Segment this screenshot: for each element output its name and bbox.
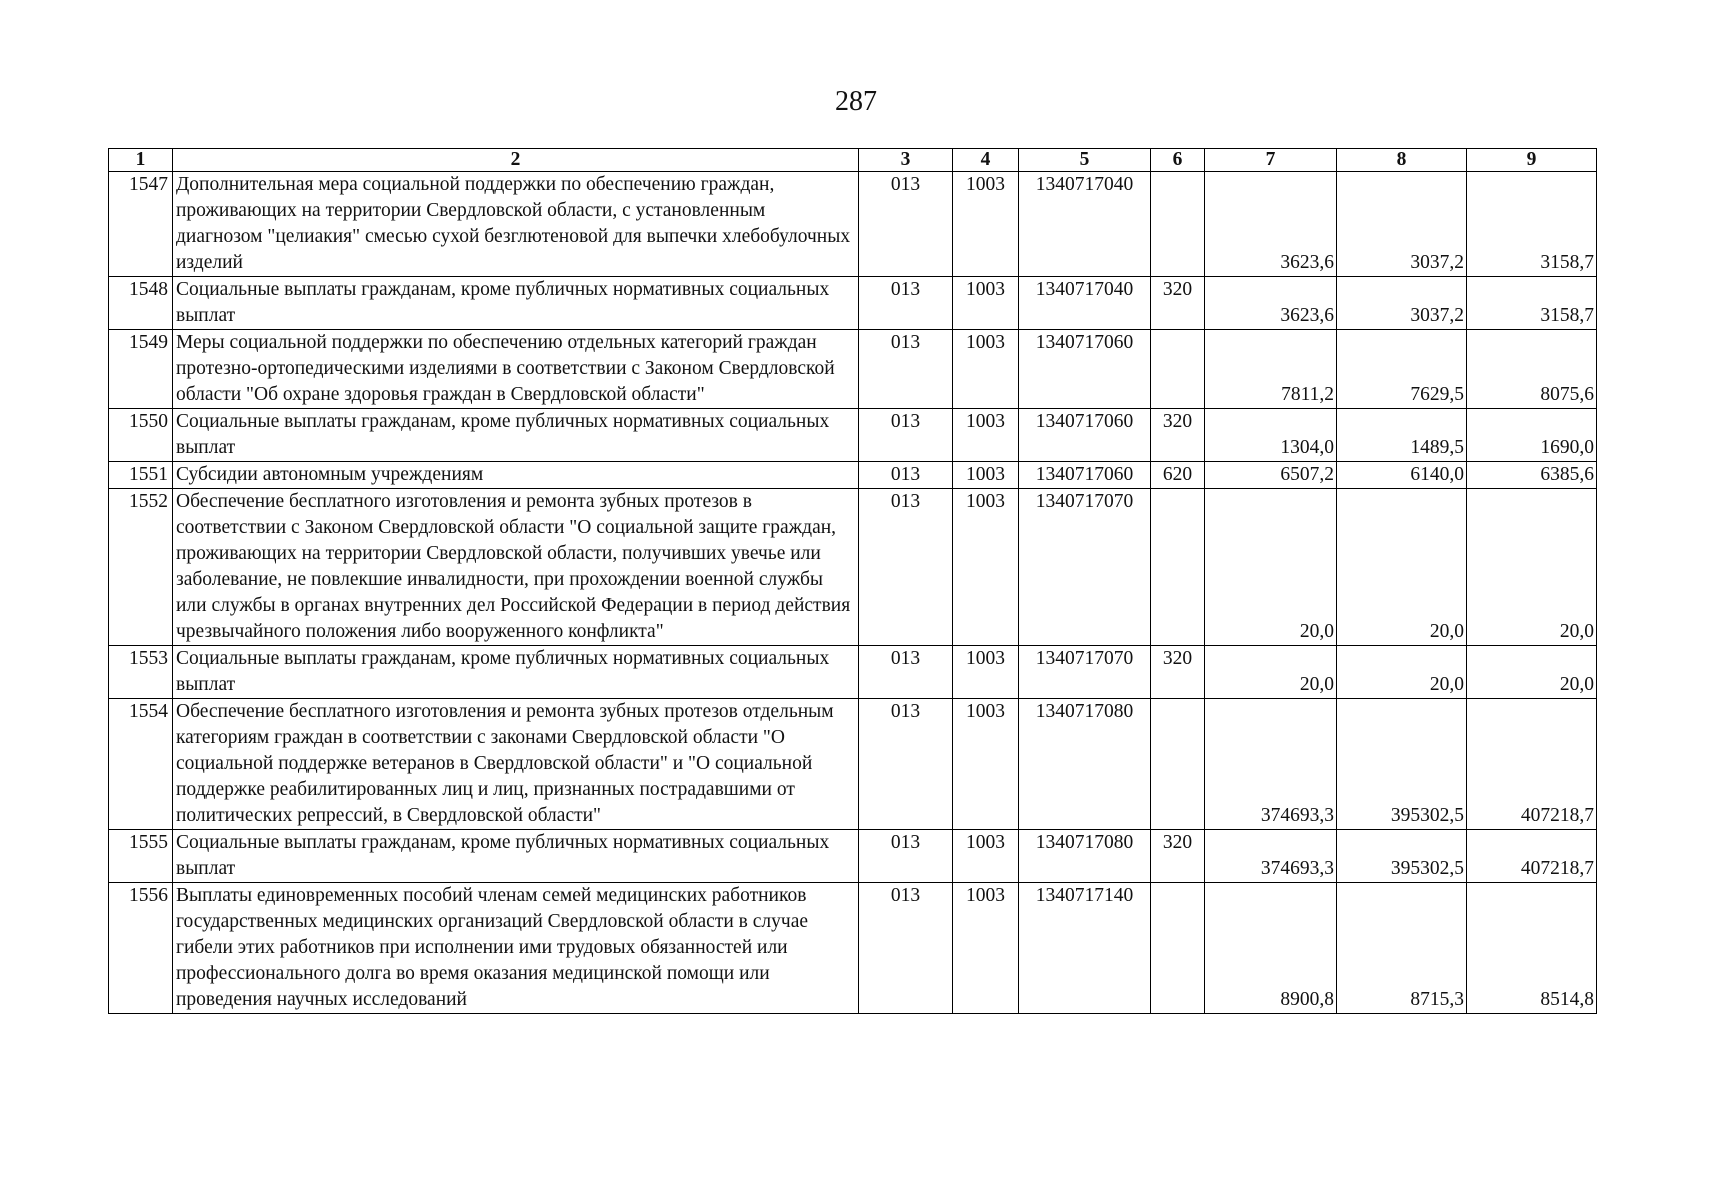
row-col4: 1003 [953, 646, 1019, 699]
row-col6 [1151, 699, 1205, 830]
col-header: 3 [859, 149, 953, 172]
row-number: 1556 [109, 883, 173, 1014]
row-number: 1554 [109, 699, 173, 830]
row-name: Обеспечение бесплатного изготовления и ремонта зубных протезов отдельным категориям граждан в соответствии с законами Свердловской области "О социальной поддержке ветеранов в Свердловской области" и "О социальной поддержке реабилитированных лиц и лиц, признанных пострадавшими от политических репрессий, в Свердловской области" [173, 699, 859, 830]
row-col8: 7629,5 [1337, 330, 1467, 409]
row-col4: 1003 [953, 699, 1019, 830]
row-col7: 374693,3 [1205, 699, 1337, 830]
row-col4: 1003 [953, 830, 1019, 883]
row-col7: 20,0 [1205, 489, 1337, 646]
row-name: Обеспечение бесплатного изготовления и ремонта зубных протезов в соответствии с Законом Свердловской области "О социальной защите граждан, проживающих на территории Свердловской области, получивших увечье или заболевание, не повлекшие инвалидности, при прохождении военной службы или службы в органах внутренних дел Российской Федерации в период действия чрезвычайного положения либо вооруженного конфликта" [173, 489, 859, 646]
row-number: 1547 [109, 172, 173, 277]
table-row [109, 409, 1597, 462]
row-name: Меры социальной поддержки по обеспечению отдельных категорий граждан протезно-ортопедическими изделиями в соответствии с Законом Свердловской области "Об охране здоровья граждан в Свердловской области" [173, 330, 859, 409]
row-col8: 395302,5 [1337, 699, 1467, 830]
row-number: 1549 [109, 330, 173, 409]
table-row [109, 489, 1597, 646]
row-col6: 320 [1151, 409, 1205, 462]
row-col9: 1690,0 [1467, 409, 1597, 462]
col-header: 9 [1467, 149, 1597, 172]
row-number: 1550 [109, 409, 173, 462]
row-col9: 20,0 [1467, 646, 1597, 699]
row-col3: 013 [859, 646, 953, 699]
row-col7: 6507,2 [1205, 462, 1337, 489]
row-col9: 8075,6 [1467, 330, 1597, 409]
row-col6: 320 [1151, 830, 1205, 883]
table-row [109, 277, 1597, 330]
row-col5: 1340717070 [1019, 646, 1151, 699]
row-col3: 013 [859, 172, 953, 277]
row-col4: 1003 [953, 330, 1019, 409]
row-col8: 6140,0 [1337, 462, 1467, 489]
row-col8: 20,0 [1337, 489, 1467, 646]
row-number: 1548 [109, 277, 173, 330]
table-row [109, 172, 1597, 277]
row-col3: 013 [859, 462, 953, 489]
row-col5: 1340717080 [1019, 699, 1151, 830]
col-header: 1 [109, 149, 173, 172]
row-col3: 013 [859, 699, 953, 830]
row-number: 1553 [109, 646, 173, 699]
table-row [109, 462, 1597, 489]
row-col9: 6385,6 [1467, 462, 1597, 489]
table-row [109, 699, 1597, 830]
row-col4: 1003 [953, 462, 1019, 489]
row-col9: 3158,7 [1467, 277, 1597, 330]
row-col3: 013 [859, 883, 953, 1014]
row-col7: 3623,6 [1205, 277, 1337, 330]
row-col5: 1340717080 [1019, 830, 1151, 883]
row-col4: 1003 [953, 409, 1019, 462]
row-col7: 374693,3 [1205, 830, 1337, 883]
row-col4: 1003 [953, 277, 1019, 330]
row-col6 [1151, 489, 1205, 646]
row-col5: 1340717060 [1019, 330, 1151, 409]
row-col5: 1340717040 [1019, 172, 1151, 277]
col-header: 5 [1019, 149, 1151, 172]
table-row [109, 646, 1597, 699]
row-col4: 1003 [953, 883, 1019, 1014]
col-header: 7 [1205, 149, 1337, 172]
col-header: 4 [953, 149, 1019, 172]
row-name: Социальные выплаты гражданам, кроме публичных нормативных социальных выплат [173, 646, 859, 699]
row-col7: 3623,6 [1205, 172, 1337, 277]
row-name: Выплаты единовременных пособий членам семей медицинских работников государственных медицинских организаций Свердловской области в случае гибели этих работников при исполнении ими трудовых обязанностей или профессионального долга во время оказания медицинской помощи или проведения научных исследований [173, 883, 859, 1014]
row-col7: 20,0 [1205, 646, 1337, 699]
row-name: Субсидии автономным учреждениям [173, 462, 859, 489]
row-col5: 1340717070 [1019, 489, 1151, 646]
col-header: 6 [1151, 149, 1205, 172]
row-col9: 407218,7 [1467, 830, 1597, 883]
row-col7: 8900,8 [1205, 883, 1337, 1014]
row-col6: 320 [1151, 646, 1205, 699]
row-col7: 7811,2 [1205, 330, 1337, 409]
row-col6 [1151, 330, 1205, 409]
row-col7: 1304,0 [1205, 409, 1337, 462]
row-col8: 3037,2 [1337, 172, 1467, 277]
col-header: 2 [173, 149, 859, 172]
row-col8: 20,0 [1337, 646, 1467, 699]
table-row [109, 883, 1597, 1014]
row-col6: 620 [1151, 462, 1205, 489]
row-col6: 320 [1151, 277, 1205, 330]
row-number: 1555 [109, 830, 173, 883]
col-header: 8 [1337, 149, 1467, 172]
budget-table [108, 148, 1597, 1014]
row-name: Социальные выплаты гражданам, кроме публичных нормативных социальных выплат [173, 277, 859, 330]
row-col6 [1151, 172, 1205, 277]
row-col8: 395302,5 [1337, 830, 1467, 883]
row-name: Социальные выплаты гражданам, кроме публичных нормативных социальных выплат [173, 830, 859, 883]
row-col3: 013 [859, 489, 953, 646]
row-col8: 8715,3 [1337, 883, 1467, 1014]
row-col9: 20,0 [1467, 489, 1597, 646]
row-col6 [1151, 883, 1205, 1014]
row-col5: 1340717040 [1019, 277, 1151, 330]
header-row [109, 149, 1597, 172]
row-name: Дополнительная мера социальной поддержки по обеспечению граждан, проживающих на территории Свердловской области, с установленным диагнозом "целиакия" смесью сухой безглютеновой для выпечки хлебобулочных изделий [173, 172, 859, 277]
row-col3: 013 [859, 277, 953, 330]
row-number: 1551 [109, 462, 173, 489]
row-col5: 1340717140 [1019, 883, 1151, 1014]
page-number: 287 [835, 86, 877, 117]
row-col9: 3158,7 [1467, 172, 1597, 277]
row-col5: 1340717060 [1019, 462, 1151, 489]
table-row [109, 830, 1597, 883]
table-row [109, 330, 1597, 409]
row-name: Социальные выплаты гражданам, кроме публичных нормативных социальных выплат [173, 409, 859, 462]
row-number: 1552 [109, 489, 173, 646]
row-col4: 1003 [953, 172, 1019, 277]
row-col4: 1003 [953, 489, 1019, 646]
row-col9: 8514,8 [1467, 883, 1597, 1014]
row-col8: 3037,2 [1337, 277, 1467, 330]
row-col3: 013 [859, 330, 953, 409]
row-col3: 013 [859, 830, 953, 883]
row-col5: 1340717060 [1019, 409, 1151, 462]
row-col3: 013 [859, 409, 953, 462]
row-col9: 407218,7 [1467, 699, 1597, 830]
row-col8: 1489,5 [1337, 409, 1467, 462]
